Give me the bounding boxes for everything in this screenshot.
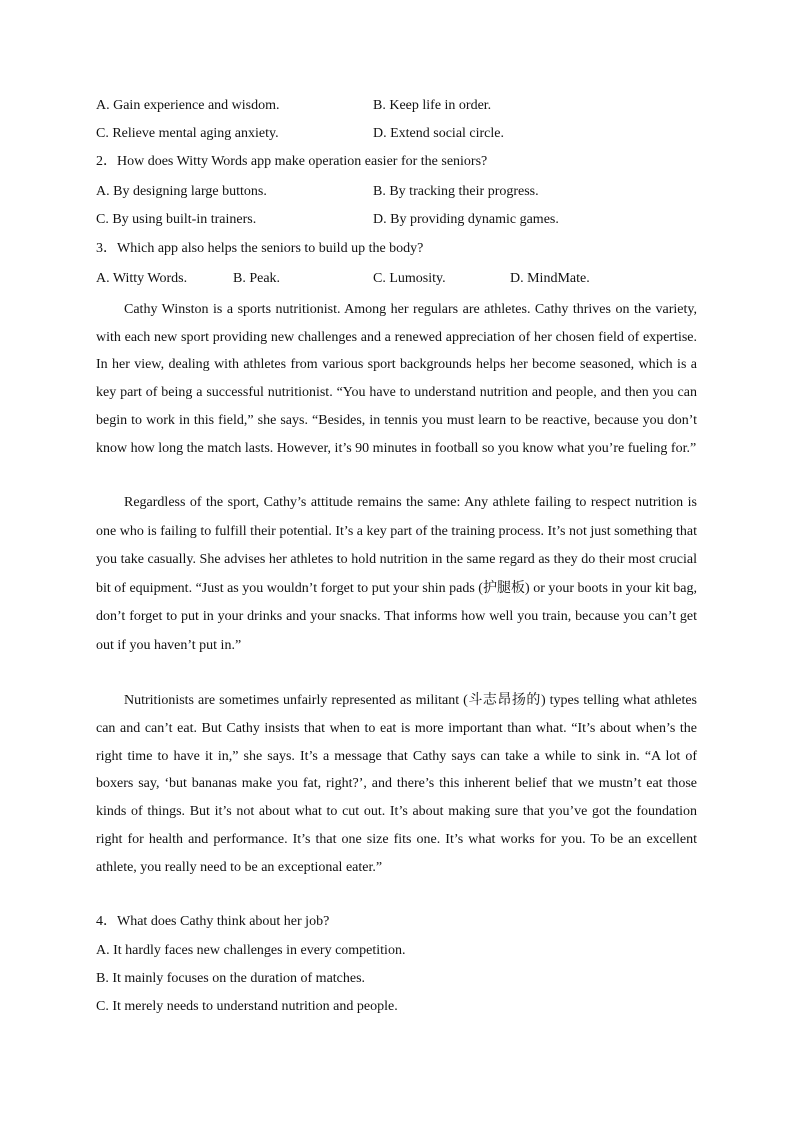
q4-option-c: C. It merely needs to understand nutrition and people. xyxy=(96,999,398,1014)
q3-option-d: D. MindMate. xyxy=(510,271,590,286)
paragraph-text: Cathy Winston is a sports nutritionist. Among her regulars are athletes. Cathy thrives on the variety, with each new sport providing new challenges and a renewed appreciation of her chosen field of expertise. In her view, dealing with athletes from various sport backgrounds helps her become seasoned, which is a key part of being a successful nutritionist. “You have to understand nutrition and people, and then you can begin to work in this field,” she says. “Besides, in tennis you must learn to be reactive, because you don’t know how long the match lasts. However, it’s 90 minutes in football so you know what you’re fueling for.” xyxy=(96,302,697,456)
q1-option-b: B. Keep life in order. xyxy=(373,98,492,113)
q2-stem: 2．How does Witty Words app make operation easier for the seniors? xyxy=(96,154,488,169)
q3-option-b: B. Peak. xyxy=(233,271,281,286)
passage-paragraph-1 xyxy=(96,296,697,462)
q4-stem: 4．What does Cathy think about her job? xyxy=(96,914,330,929)
q3-option-a: A. Witty Words. xyxy=(96,271,188,286)
passage-paragraph-2 xyxy=(96,489,697,660)
q2-option-a: A. By designing large buttons. xyxy=(96,184,267,199)
q1-option-a: A. Gain experience and wisdom. xyxy=(96,98,280,113)
passage-paragraph-3 xyxy=(96,687,697,882)
q1-option-d: D. Extend social circle. xyxy=(373,126,505,141)
q4-option-b: B. It mainly focuses on the duration of matches. xyxy=(96,971,366,986)
q2-option-d: D. By providing dynamic games. xyxy=(373,212,559,227)
paragraph-text: Nutritionists are sometimes unfairly represented as militant (斗志昂扬的) types telling what athletes can and can’t eat. But Cathy insists that when to eat is more important than what. “It’s about when’s the right time to have it in,” she says. It’s a message that Cathy says can take a while to sink in. “A lot of boxers say, ‘but bananas make you fat, right?’, and there’s this inherent belief that we mustn’t eat those kinds of things. But it’s not about what to cut out. It’s about making sure that you’ve got the foundation right for health and performance. It’s that one size fits one. It’s what works for you. To be an excellent athlete, you really need to be an exceptional eater.” xyxy=(96,693,697,875)
q1-option-c: C. Relieve mental aging anxiety. xyxy=(96,126,279,141)
q2-option-c: C. By using built-in trainers. xyxy=(96,212,257,227)
q4-option-a: A. It hardly faces new challenges in every competition. xyxy=(96,943,406,958)
q2-option-b: B. By tracking their progress. xyxy=(373,184,539,199)
paragraph-text: Regardless of the sport, Cathy’s attitude remains the same: Any athlete failing to respect nutrition is one who is failing to fulfill their potential. It’s a key part of the training process. It’s not just something that you take casually. She advises her athletes to hold nutrition in the same regard as they do their most crucial bit of equipment. “Just as you wouldn’t forget to put your shin pads (护腿板) or your boots in your kit bag, don’t forget to put in your drinks and your snacks. That informs how well you train, because you can’t get out if you haven’t put in.” xyxy=(96,495,697,653)
q3-stem: 3．Which app also helps the seniors to build up the body? xyxy=(96,241,424,256)
q3-option-c: C. Lumosity. xyxy=(373,271,446,286)
